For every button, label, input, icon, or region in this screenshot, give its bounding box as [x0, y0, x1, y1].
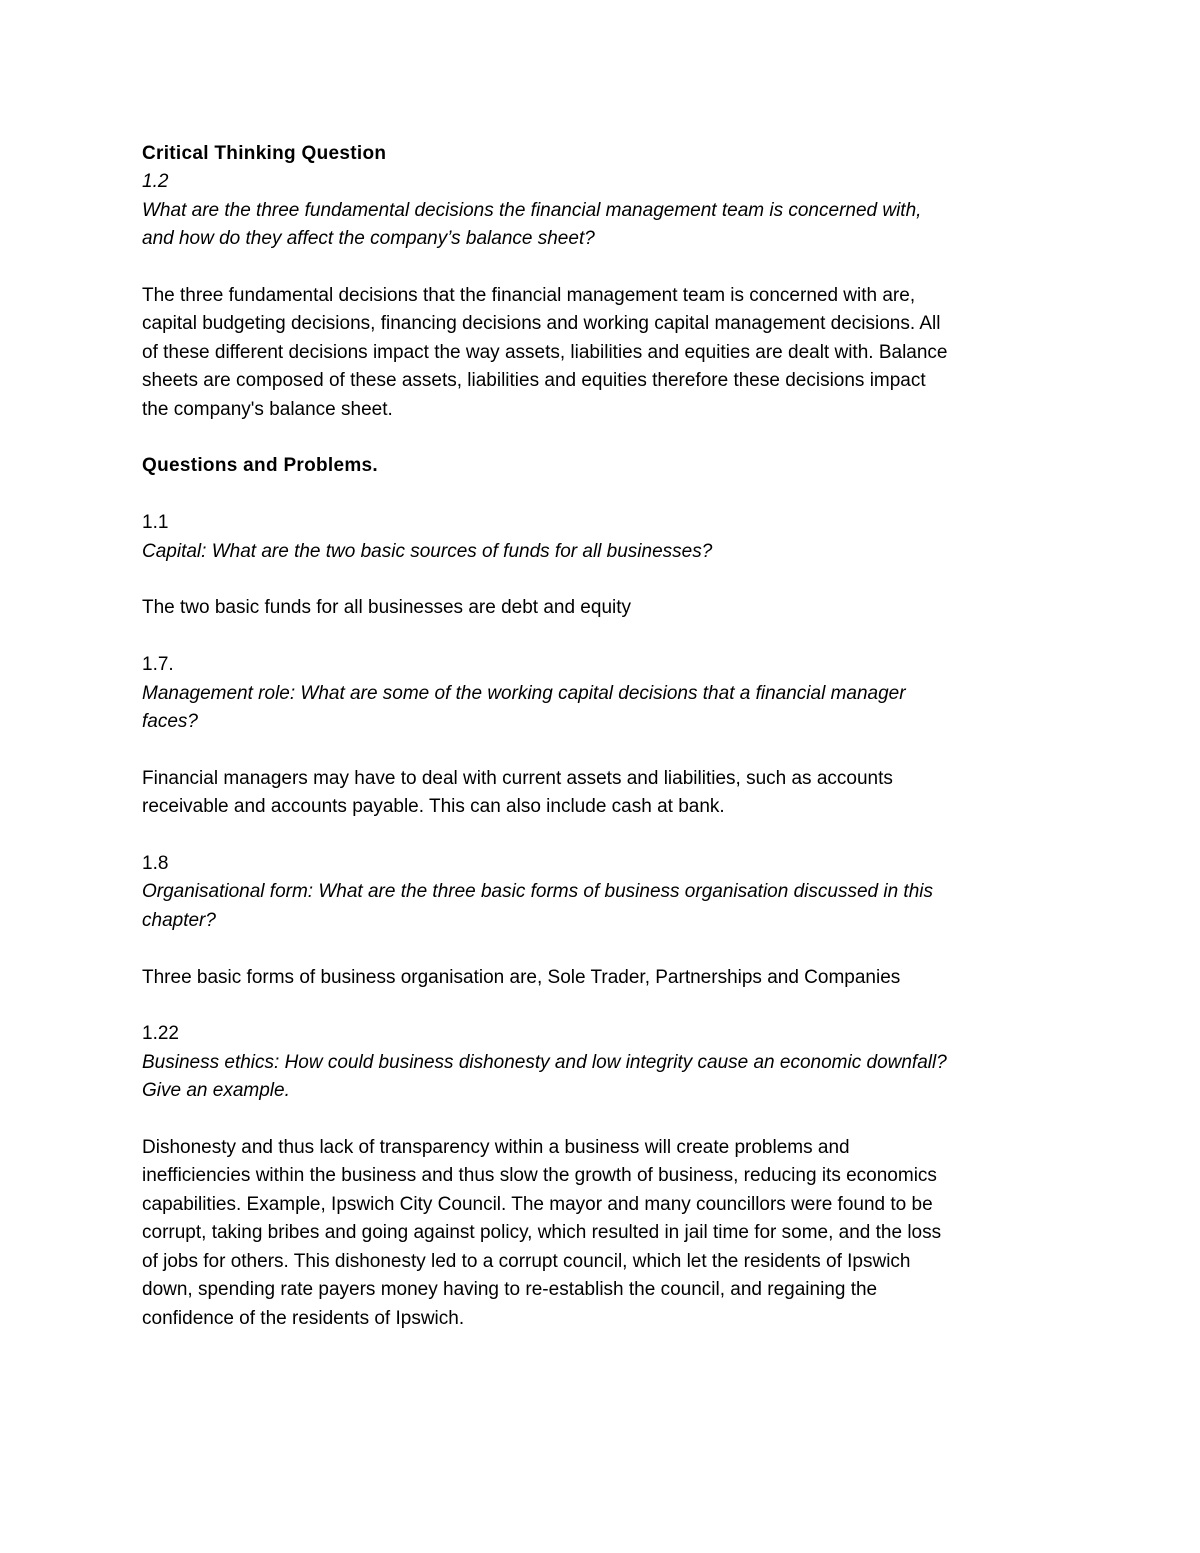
question-number: 1.7. — [142, 654, 174, 676]
answer-text-line: confidence of the residents of Ipswich. — [142, 1307, 465, 1329]
answer-text-line: corrupt, taking bribes and going against policy, which resulted in jail time for some, and the loss — [142, 1222, 942, 1244]
answer-text-line: down, spending rate payers money having to re-establish the council, and regaining the — [142, 1279, 878, 1301]
paragraph-gap — [142, 935, 1072, 963]
paragraph-gap — [142, 992, 1072, 1020]
question-number: 1.1 — [142, 512, 169, 534]
document-body — [142, 140, 1072, 1333]
answer-text-line: inefficiencies within the business and thus slow the growth of business, reducing its economics — [142, 1165, 937, 1187]
question-text-line: What are the three fundamental decisions the financial management team is concerned with, — [142, 199, 922, 221]
question-block — [142, 1020, 1072, 1332]
question-text-line: Give an example. — [142, 1080, 290, 1102]
answer-text-line: Dishonesty and thus lack of transparency within a business will create problems and — [142, 1137, 850, 1159]
answer-text-line: sheets are composed of these assets, liabilities and equities therefore these decisions impact — [142, 370, 926, 392]
answer-text-line: capabilities. Example, Ipswich City Council. The mayor and many councillors were found to be — [142, 1193, 933, 1215]
answer-text-line: The two basic funds for all businesses are debt and equity — [142, 597, 632, 619]
question-text-line: faces? — [142, 711, 198, 733]
questions-heading: Questions and Problems. — [142, 455, 379, 477]
answer-text-line: the company's balance sheet. — [142, 398, 393, 420]
paragraph-gap — [142, 254, 1072, 282]
answer-text-line: The three fundamental decisions that the financial management team is concerned with are, — [142, 285, 916, 307]
question-text-line: Business ethics: How could business dishonesty and low integrity cause an economic downfall? — [142, 1051, 947, 1073]
question-number: 1.2 — [142, 171, 169, 193]
paragraph-gap — [142, 623, 1072, 651]
question-number: 1.22 — [142, 1023, 179, 1045]
paragraph-gap — [142, 822, 1072, 850]
paragraph-gap — [142, 566, 1072, 594]
question-text-line: and how do they affect the company’s balance sheet? — [142, 228, 595, 250]
answer-text-line: of jobs for others. This dishonesty led to a corrupt council, which let the residents of Ipswich — [142, 1250, 911, 1272]
answer-text-line: Financial managers may have to deal with current assets and liabilities, such as accounts — [142, 767, 893, 789]
answer-text-line: capital budgeting decisions, financing decisions and working capital management decisions. All — [142, 313, 941, 335]
critical-thinking-heading: Critical Thinking Question — [142, 143, 387, 164]
question-text-line: Capital: What are the two basic sources of funds for all businesses? — [142, 540, 713, 562]
question-text-line: Management role: What are some of the working capital decisions that a financial manager — [142, 682, 906, 704]
question-text-line: Organisational form: What are the three basic forms of business organisation discussed in this — [142, 881, 933, 903]
paragraph-gap — [142, 424, 1072, 452]
question-text-line: chapter? — [142, 909, 216, 931]
question-block — [142, 850, 1072, 992]
paragraph-gap — [142, 736, 1072, 764]
question-block — [142, 651, 1072, 821]
question-number: 1.8 — [142, 853, 169, 875]
question-block — [142, 509, 1072, 623]
paragraph-gap — [142, 481, 1072, 509]
paragraph-gap — [142, 1106, 1072, 1134]
answer-text-line: receivable and accounts payable. This can also include cash at bank. — [142, 796, 725, 818]
critical-thinking-section — [142, 140, 1072, 424]
answer-text-line: Three basic forms of business organisation are, Sole Trader, Partnerships and Companies — [142, 966, 901, 988]
answer-text-line: of these different decisions impact the way assets, liabilities and equities are dealt with. Balance — [142, 341, 948, 363]
